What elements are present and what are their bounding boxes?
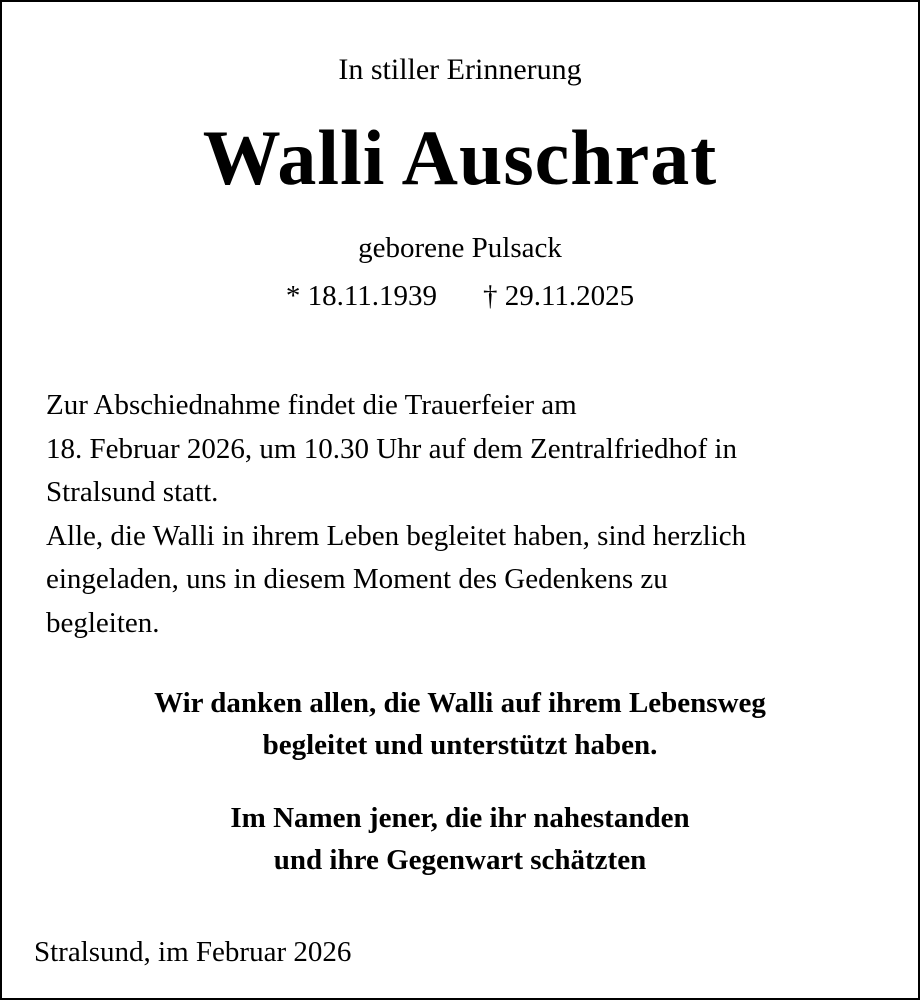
thanks-text (2, 682, 918, 766)
intro-line: In stiller Erinnerung (338, 53, 582, 86)
thanks-line: Wir danken allen, die Walli auf ihrem Lebensweg (154, 687, 766, 719)
ceremony-text-line: Zur Abschiednahme findet die Trauerfeier am (46, 389, 577, 421)
ceremony-text-line: Alle, die Walli in ihrem Leben begleitet haben, sind herzlich (46, 519, 747, 552)
birth-name: geborene Pulsack (358, 232, 562, 264)
thanks-line: begleitet und unterstützt haben. (262, 729, 658, 761)
ceremony-text-line: eingeladen, uns in diesem Moment des Gedenkens zu (46, 563, 668, 595)
signature-text (2, 797, 918, 881)
ceremony-text-line: Stralsund statt. (46, 476, 219, 508)
place-and-date: Stralsund, im Februar 2026 (34, 936, 352, 968)
signature-line: Im Namen jener, die ihr nahestanden (230, 802, 690, 834)
signature-line: und ihre Gegenwart schätzten (273, 844, 647, 876)
death-date: † 29.11.2025 (483, 280, 635, 312)
deceased-name: Walli Auschrat (202, 114, 718, 201)
ceremony-text-line: begleiten. (46, 606, 160, 639)
ceremony-text (46, 384, 896, 645)
birth-date: * 18.11.1939 (285, 280, 437, 312)
life-dates (2, 278, 918, 314)
ceremony-text-line: 18. Februar 2026, um 10.30 Uhr auf dem Zentralfriedhof in (46, 432, 737, 465)
